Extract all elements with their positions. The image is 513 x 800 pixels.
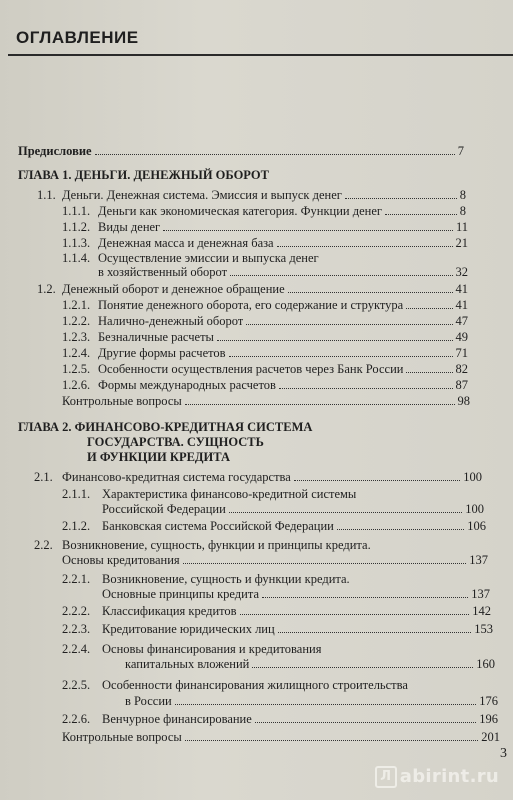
toc-entry-page: 160	[476, 657, 495, 671]
toc-entry-title: Денежная масса и денежная база	[98, 236, 274, 250]
leader-dots	[255, 722, 476, 723]
leader-dots	[229, 512, 462, 513]
leader-dots	[406, 308, 452, 309]
toc-entry-number: 1.2.3.	[62, 330, 91, 344]
toc-entry-number: 1.1.	[37, 188, 56, 202]
toc-entry-page: 100	[463, 470, 482, 484]
leader-dots	[252, 667, 473, 668]
toc-entry	[62, 298, 468, 312]
toc-entry-title: Возникновение, сущность и функции кредита.	[102, 572, 350, 586]
watermark-text: abirint.ru	[399, 766, 499, 787]
toc-entry-title-cont: Основные принципы кредита	[102, 587, 260, 601]
toc-entry-line1	[34, 538, 414, 552]
toc-entry-line1	[62, 487, 382, 501]
toc-entry-number: 1.2.1.	[62, 298, 91, 312]
toc-entry-title: Возникновение, сущность, функции и принципы кредита.	[62, 538, 371, 552]
toc-entry	[62, 204, 466, 218]
leader-dots	[185, 740, 478, 741]
toc-entry-number: 1.2.	[37, 282, 56, 296]
toc-entry-review	[62, 394, 470, 408]
toc-entry-number: 2.2.5.	[62, 678, 91, 692]
leader-dots	[246, 324, 452, 325]
watermark-logo-icon: Л	[375, 766, 397, 788]
toc-entry-title-cont: капитальных вложений	[125, 657, 250, 671]
toc-entry-title: Понятие денежного оборота, его содержание и структура	[98, 298, 404, 312]
toc-entry	[62, 712, 498, 726]
toc-entry-page: 201	[481, 730, 500, 744]
toc-entry-page: 7	[457, 144, 464, 158]
toc-entry-title: Особенности финансирования жилищного строительства	[102, 678, 408, 692]
toc-entry	[62, 622, 493, 636]
toc-entry-title: Деньги. Денежная система. Эмиссия и выпуск денег	[62, 188, 342, 202]
toc-entry-title: Формы международных расчетов	[98, 378, 276, 392]
toc-entry-number: 2.1.	[34, 470, 53, 484]
toc-entry-number: 2.1.2.	[62, 519, 91, 533]
toc-entry-page: 8	[459, 204, 466, 218]
leader-dots	[240, 614, 470, 615]
toc-entry-title-cont: Основы кредитования	[62, 553, 180, 567]
toc-entry-line2	[98, 265, 468, 279]
toc-entry-title: Кредитование юридических лиц	[102, 622, 275, 636]
leader-dots	[288, 292, 453, 293]
toc-entry-page: 47	[455, 314, 468, 328]
page-title: ОГЛАВЛЕНИЕ	[16, 28, 139, 47]
toc-entry	[62, 220, 468, 234]
leader-dots	[95, 154, 455, 155]
toc-entry-title: Предисловие	[18, 144, 92, 158]
leader-dots	[406, 372, 452, 373]
leader-dots	[278, 632, 472, 633]
toc-entry	[37, 282, 468, 296]
toc-entry-title: Налично-денежный оборот	[98, 314, 244, 328]
toc-entry-line2	[102, 502, 484, 516]
leader-dots	[337, 529, 464, 530]
toc-entry-number: 2.2.	[34, 538, 53, 552]
toc-entry-line2	[62, 553, 488, 567]
toc-entry-number: 2.2.4.	[62, 642, 91, 656]
toc-entry-number: 2.2.2.	[62, 604, 91, 618]
toc-entry-number: 1.1.1.	[62, 204, 91, 218]
chapter-heading: ГЛАВА 1. ДЕНЬГИ. ДЕНЕЖНЫЙ ОБОРОТ	[18, 168, 269, 182]
toc-entry-preface	[18, 144, 464, 158]
toc-entry-line2	[102, 587, 490, 601]
toc-entry-title: Финансово-кредитная система государства	[62, 470, 291, 484]
toc-entry-line1	[62, 572, 392, 586]
toc-entry-number: 2.2.3.	[62, 622, 91, 636]
toc-entry	[62, 314, 468, 328]
toc-entry-number: 1.1.3.	[62, 236, 91, 250]
toc-entry-title: Безналичные расчеты	[98, 330, 214, 344]
toc-entry-title: Другие формы расчетов	[98, 346, 226, 360]
toc-entry-review	[62, 730, 500, 744]
toc-entry-title-cont: Российской Федерации	[102, 502, 226, 516]
chapter-heading-line3: И ФУНКЦИИ КРЕДИТА	[87, 450, 230, 464]
toc-entry-title: Классификация кредитов	[102, 604, 237, 618]
chapter-heading-line2: ГОСУДАРСТВА. СУЩНОСТЬ	[87, 435, 264, 449]
toc-entry-title-cont: в России	[125, 694, 172, 708]
toc-entry-title: Венчурное финансирование	[102, 712, 252, 726]
toc-entry-number: 2.1.1.	[62, 487, 91, 501]
toc-entry-title: Банковская система Российской Федерации	[102, 519, 334, 533]
toc-entry-title: Характеристика финансово-кредитной системы	[102, 487, 357, 501]
toc-entry-page: 106	[467, 519, 486, 533]
leader-dots	[277, 246, 453, 247]
leader-dots	[262, 597, 468, 598]
toc-entry-title: Контрольные вопросы	[62, 394, 182, 408]
toc-entry-title: Виды денег	[98, 220, 161, 234]
toc-entry-title: Осуществление эмиссии и выпуска денег	[98, 251, 319, 265]
leader-dots	[185, 404, 455, 405]
toc-entry-page: 196	[479, 712, 498, 726]
toc-entry-page: 11	[455, 220, 468, 234]
toc-entry-page: 41	[455, 282, 468, 296]
toc-entry-title: Контрольные вопросы	[62, 730, 182, 744]
leader-dots	[183, 563, 467, 564]
watermark	[375, 766, 499, 788]
toc-entry-number: 2.2.1.	[62, 572, 91, 586]
toc-entry	[62, 362, 468, 376]
toc-entry	[62, 346, 468, 360]
toc-entry-number: 2.2.6.	[62, 712, 91, 726]
leader-dots	[279, 388, 453, 389]
toc-entry-page: 41	[455, 298, 468, 312]
toc-entry-title-cont: в хозяйственный оборот	[98, 265, 228, 279]
toc-entry	[62, 330, 468, 344]
toc-entry	[62, 236, 468, 250]
toc-entry	[62, 519, 486, 533]
toc-entry-number: 1.1.4.	[62, 251, 91, 265]
toc-entry-number: 1.2.6.	[62, 378, 91, 392]
chapter-heading: ГЛАВА 2. ФИНАНСОВО-КРЕДИТНАЯ СИСТЕМА	[18, 420, 313, 434]
leader-dots	[230, 275, 452, 276]
leader-dots	[385, 214, 457, 215]
toc-entry-page: 137	[469, 553, 488, 567]
leader-dots	[175, 704, 477, 705]
leader-dots	[294, 480, 460, 481]
toc-entry-line2	[125, 694, 498, 708]
toc-entry	[62, 604, 491, 618]
toc-entry	[34, 470, 482, 484]
toc-entry-page: 49	[455, 330, 468, 344]
toc-entry-number: 1.2.4.	[62, 346, 91, 360]
toc-entry-page: 32	[455, 265, 468, 279]
toc-entry	[62, 378, 468, 392]
toc-entry-page: 82	[455, 362, 468, 376]
toc-entry-line1	[62, 642, 402, 656]
toc-entry-page: 176	[479, 694, 498, 708]
leader-dots	[229, 356, 453, 357]
toc-entry-page: 100	[465, 502, 484, 516]
toc-entry-line1	[62, 251, 362, 265]
leader-dots	[217, 340, 453, 341]
toc-entry-title: Основы финансирования и кредитования	[102, 642, 322, 656]
toc-entry-page: 21	[455, 236, 468, 250]
toc-entry-title: Денежный оборот и денежное обращение	[62, 282, 285, 296]
toc-entry-number: 1.2.5.	[62, 362, 91, 376]
toc-entry	[37, 188, 466, 202]
toc-entry-page: 8	[459, 188, 466, 202]
toc-entry-page: 87	[455, 378, 468, 392]
leader-dots	[163, 230, 453, 231]
leader-dots	[345, 198, 457, 199]
toc-entry-page: 71	[455, 346, 468, 360]
toc-entry-title: Особенности осуществления расчетов через Банк России	[98, 362, 404, 376]
toc-entry-number: 1.1.2.	[62, 220, 91, 234]
toc-entry-page: 98	[457, 394, 470, 408]
toc-entry-page: 137	[471, 587, 490, 601]
toc-entry-number: 1.2.2.	[62, 314, 91, 328]
toc-entry-page: 142	[472, 604, 491, 618]
toc-entry-title: Деньги как экономическая категория. Функции денег	[98, 204, 383, 218]
toc-entry-line2	[125, 657, 495, 671]
page-number: 3	[500, 746, 507, 761]
toc-entry-page: 153	[474, 622, 493, 636]
toc-entry-line1	[62, 678, 462, 692]
